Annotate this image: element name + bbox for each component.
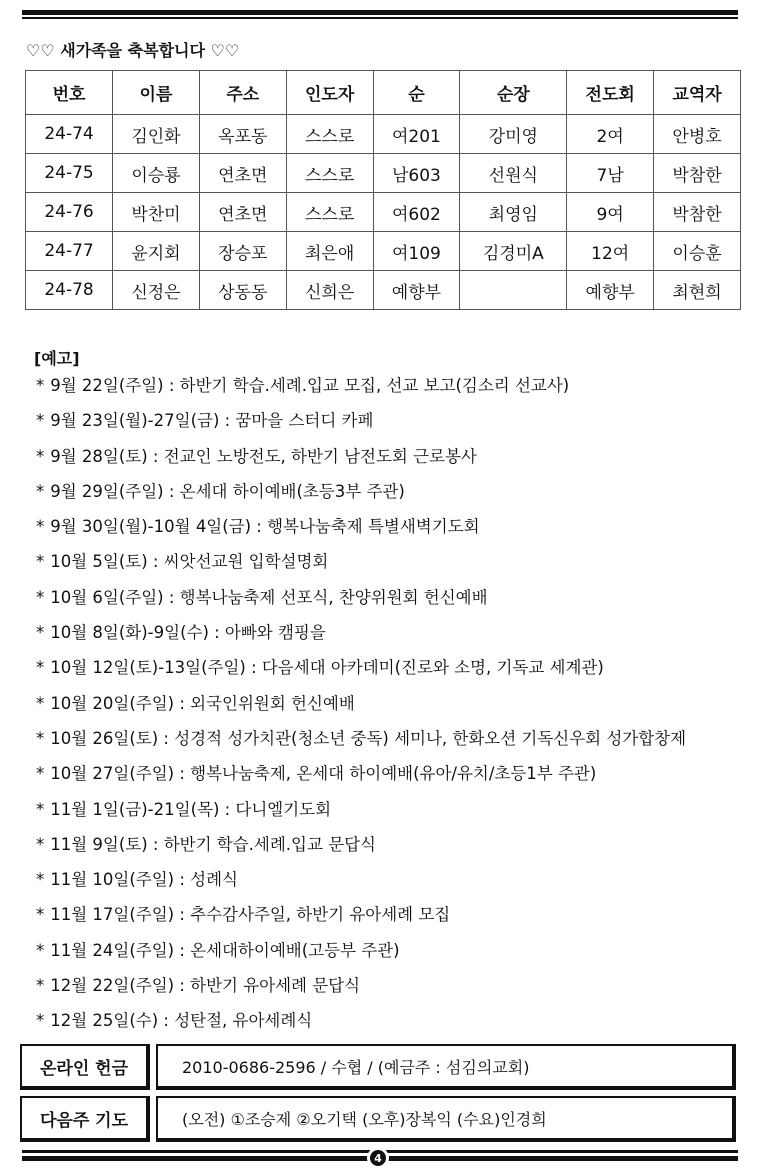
notice-text: 11월 17일(주일) : 추수감사주일, 하반기 유아세례 모집 [50, 905, 451, 925]
table-cell: 신정은 [113, 271, 200, 310]
header-group: 순 [373, 71, 460, 115]
table-cell: 박참한 [654, 154, 741, 193]
notice-title: [예고] [34, 349, 80, 368]
next-week-prayer-label: 다음주 기도 [20, 1096, 150, 1142]
table-cell: 강미영 [460, 115, 567, 154]
table-cell: 24-78 [26, 271, 113, 310]
table-cell: 2여 [567, 115, 654, 154]
header-pastor: 교역자 [654, 71, 741, 115]
table-cell: 박참한 [654, 193, 741, 232]
table-cell: 옥포동 [199, 115, 286, 154]
table-cell: 이승룡 [113, 154, 200, 193]
new-members-table [25, 70, 741, 310]
bullet-star-icon: * [36, 658, 45, 678]
table-cell: 스스로 [286, 154, 373, 193]
table-cell: 예향부 [373, 271, 460, 310]
table-cell: 여201 [373, 115, 460, 154]
bullet-star-icon: * [36, 1011, 45, 1031]
table-cell: 스스로 [286, 193, 373, 232]
table-cell: 안병호 [654, 115, 741, 154]
table-cell [460, 271, 567, 310]
table-cell: 스스로 [286, 115, 373, 154]
notice-list [36, 373, 686, 1044]
list-item [36, 761, 686, 796]
list-item [36, 726, 686, 761]
header-mission-society: 전도회 [567, 71, 654, 115]
table-cell: 12여 [567, 232, 654, 271]
notice-text: 9월 28일(토) : 전교인 노방전도, 하반기 남전도회 근로봉사 [50, 446, 477, 466]
notice-text: 10월 26일(토) : 성경적 성가치관(청소년 중독) 세미나, 한화오션 기독신우회 성가합창제 [50, 728, 687, 748]
list-item [36, 585, 686, 620]
notice-text: 9월 23일(월)-27일(금) : 꿈마을 스터디 카페 [50, 411, 374, 431]
bullet-star-icon: * [36, 905, 45, 925]
table-row [26, 154, 741, 193]
bullet-star-icon: * [36, 587, 45, 607]
bullet-star-icon: * [36, 940, 45, 960]
table-cell: 상동동 [199, 271, 286, 310]
list-item [36, 938, 686, 973]
list-item [36, 408, 686, 443]
list-item [36, 479, 686, 514]
notice-text: 10월 5일(토) : 씨앗선교원 입학설명회 [50, 552, 329, 572]
next-week-prayer-box [20, 1096, 736, 1142]
bullet-star-icon: * [36, 764, 45, 784]
online-offering-account: 2010-0686-2596 / 수협 / (예금주 : 섬김의교회) [156, 1044, 736, 1090]
table-cell: 최영임 [460, 193, 567, 232]
table-cell: 예향부 [567, 271, 654, 310]
bullet-star-icon: * [36, 799, 45, 819]
list-item [36, 902, 686, 937]
list-item [36, 549, 686, 584]
list-item [36, 444, 686, 479]
bullet-star-icon: * [36, 481, 45, 501]
notice-text: 10월 20일(주일) : 외국인위원회 헌신예배 [50, 693, 355, 713]
notice-text: 10월 6일(주일) : 행복나눔축제 선포식, 찬양위원회 헌신예배 [50, 587, 488, 607]
list-item [36, 655, 686, 690]
table-cell: 연초면 [199, 193, 286, 232]
notice-text: 10월 12일(토)-13일(주일) : 다음세대 아카데미(진로와 소명, 기독교 세계관) [50, 658, 604, 678]
bullet-star-icon: * [36, 834, 45, 854]
table-cell: 9여 [567, 193, 654, 232]
bullet-star-icon: * [36, 870, 45, 890]
top-rule [22, 10, 738, 19]
header-address: 주소 [199, 71, 286, 115]
table-cell: 24-76 [26, 193, 113, 232]
table-cell: 24-77 [26, 232, 113, 271]
notice-text: 12월 25일(수) : 성탄절, 유아세례식 [50, 1011, 313, 1031]
notice-text: 11월 1일(금)-21일(목) : 다니엘기도회 [50, 799, 332, 819]
notice-text: 11월 24일(주일) : 온세대하이예배(고등부 주관) [50, 940, 400, 960]
table-cell: 박찬미 [113, 193, 200, 232]
table-cell: 24-74 [26, 115, 113, 154]
notice-text: 9월 30일(월)-10월 4일(금) : 행복나눔축제 특별새벽기도회 [50, 517, 480, 537]
list-item [36, 620, 686, 655]
table-cell: 선원식 [460, 154, 567, 193]
table-cell: 여602 [373, 193, 460, 232]
list-item [36, 373, 686, 408]
notice-text: 12월 22일(주일) : 하반기 유아세례 문답식 [50, 976, 361, 996]
online-offering-box [20, 1044, 736, 1090]
table-row [26, 115, 741, 154]
table-cell: 장승포 [199, 232, 286, 271]
list-item [36, 514, 686, 549]
bullet-star-icon: * [36, 446, 45, 466]
bullet-star-icon: * [36, 693, 45, 713]
notice-text: 10월 8일(화)-9일(수) : 아빠와 캠핑을 [50, 623, 326, 643]
table-cell: 윤지회 [113, 232, 200, 271]
list-item [36, 797, 686, 832]
online-offering-label: 온라인 헌금 [20, 1044, 150, 1090]
table-cell: 김경미A [460, 232, 567, 271]
notice-text: 9월 22일(주일) : 하반기 학습.세례.입교 모집, 선교 보고(김소리 선교사) [50, 376, 570, 395]
list-item [36, 1008, 686, 1043]
table-cell: 연초면 [199, 154, 286, 193]
bullet-star-icon: * [36, 517, 45, 537]
welcome-heading: ♡♡ 새가족을 축복합니다 ♡♡ [26, 41, 240, 60]
table-cell: 김인화 [113, 115, 200, 154]
bullet-star-icon: * [36, 976, 45, 996]
bullet-star-icon: * [36, 552, 45, 572]
list-item [36, 832, 686, 867]
header-guide: 인도자 [286, 71, 373, 115]
table-cell: 신희은 [286, 271, 373, 310]
bullet-star-icon: * [36, 411, 45, 431]
table-cell: 7남 [567, 154, 654, 193]
list-item [36, 691, 686, 726]
list-item [36, 973, 686, 1008]
table-row [26, 271, 741, 310]
list-item [36, 867, 686, 902]
table-cell: 여109 [373, 232, 460, 271]
bullet-star-icon: * [36, 376, 45, 395]
bullet-star-icon: * [36, 623, 45, 643]
table-cell: 최현희 [654, 271, 741, 310]
table-cell: 남603 [373, 154, 460, 193]
table-cell: 24-75 [26, 154, 113, 193]
header-number: 번호 [26, 71, 113, 115]
notice-text: 11월 9일(토) : 하반기 학습.세례.입교 문답식 [50, 834, 376, 854]
table-cell: 이승훈 [654, 232, 741, 271]
page-number: 4 [370, 1150, 386, 1166]
header-group-leader: 순장 [460, 71, 567, 115]
bullet-star-icon: * [36, 728, 45, 748]
notice-text: 10월 27일(주일) : 행복나눔축제, 온세대 하이예배(유아/유치/초등1부 주관) [50, 764, 597, 784]
table-header-row [26, 71, 741, 115]
table-row [26, 232, 741, 271]
header-name: 이름 [113, 71, 200, 115]
table-cell: 최은애 [286, 232, 373, 271]
table-row [26, 193, 741, 232]
notice-text: 11월 10일(주일) : 성례식 [50, 870, 238, 890]
next-week-prayer-names: (오전) ①조승제 ②오기택 (오후)장복익 (수요)인경희 [156, 1096, 736, 1142]
notice-text: 9월 29일(주일) : 온세대 하이예배(초등3부 주관) [50, 481, 405, 501]
